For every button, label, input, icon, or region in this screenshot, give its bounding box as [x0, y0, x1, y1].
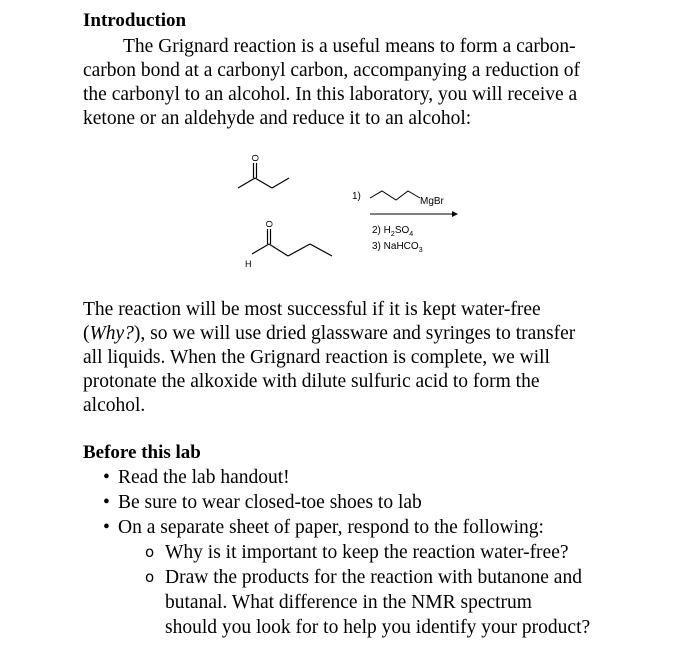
paragraph-line: carbon bond at a carbonyl carbon, accompanying a reduction of [83, 60, 581, 81]
paragraph-line: protonate the alkoxide with dilute sulfuric acid to form the [83, 371, 540, 392]
circle-bullet-icon: o [145, 568, 155, 586]
introduction-heading: Introduction [83, 10, 187, 31]
sub-list-continuation: butanal. What difference in the NMR spectrum [165, 592, 532, 613]
list-item: • Read the lab handout! [103, 467, 290, 488]
paragraph-line: all liquids. When the Grignard reaction is complete, we will [83, 347, 550, 368]
oxygen-label: O [264, 220, 274, 228]
oxygen-label: O [250, 154, 260, 162]
bullet-icon: • [103, 492, 110, 513]
bullet-icon: • [103, 517, 110, 538]
hydrogen-label: H [245, 259, 252, 269]
sub-list-item: o Why is it important to keep the reaction water-free? [145, 542, 569, 563]
reaction-scheme [230, 148, 480, 278]
butyl-chain [370, 191, 420, 200]
bullet-icon: • [103, 467, 110, 488]
paragraph-line: (Why?), so we will use dried glassware and syringes to transfer [83, 323, 576, 344]
sub-list-item: o Draw the products for the reaction with butanone and [145, 567, 582, 588]
paragraph-line: The Grignard reaction is a useful means to form a carbon- [123, 36, 576, 57]
step3-reagent: 3) NaHCO$_3$ [372, 241, 423, 254]
list-item: • On a separate sheet of paper, respond to the following: [103, 517, 544, 538]
step2-reagent: 2) $H_2SO_4$ [372, 225, 414, 238]
paragraph-line: ketone or an aldehyde and reduce it to an alcohol: [83, 108, 472, 129]
sub-list-continuation: should you look for to help you identify your product? [165, 617, 591, 638]
introduction-paragraph [83, 35, 623, 131]
grignard-reagent-label: MgBr [420, 196, 444, 207]
butanal-structure [252, 229, 332, 256]
circle-bullet-icon: o [145, 543, 155, 561]
butanone-structure [238, 163, 289, 188]
list-item: • Be sure to wear closed-toe shoes to lab [103, 492, 422, 513]
before-lab-heading: Before this lab [83, 442, 201, 463]
italic-why: Why? [89, 323, 134, 344]
paragraph-line: The reaction will be most successful if it is kept water-free [83, 299, 541, 320]
before-lab-list [83, 465, 683, 640]
paragraph-line: the carbonyl to an alcohol. In this laboratory, you will receive a [83, 84, 578, 105]
paragraph-line: alcohol. [83, 395, 146, 416]
step1-number: 1) [352, 191, 361, 202]
arrow-head [452, 211, 458, 217]
reaction-paragraph [83, 298, 623, 418]
